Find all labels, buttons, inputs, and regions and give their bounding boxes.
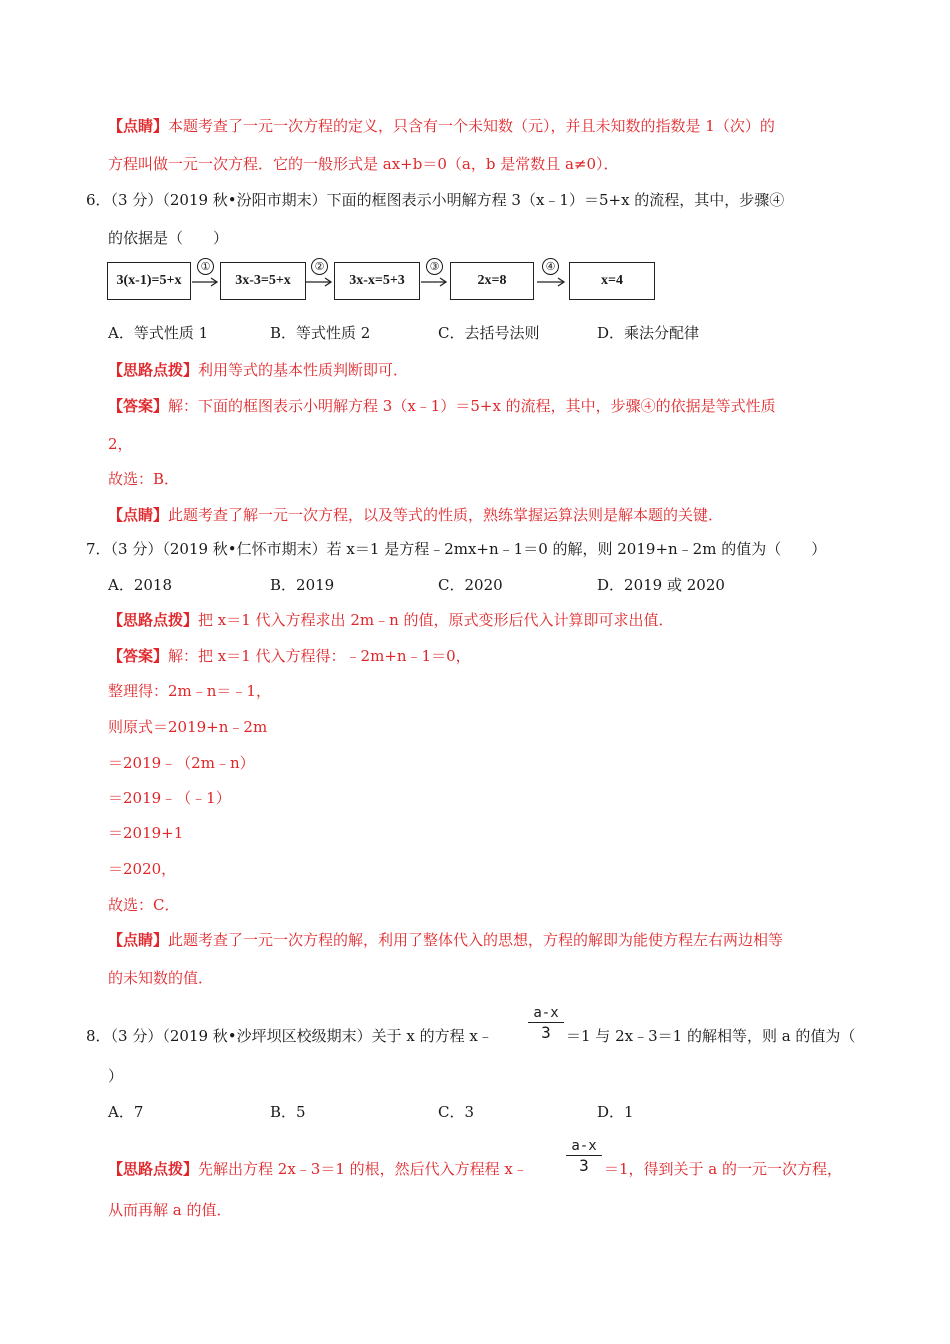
q7-option-b: B．2019: [270, 576, 335, 594]
q6-note: 【点睛】此题考查了解一元一次方程，以及等式的性质，熟练掌握运算法则是解本题的关键．: [108, 506, 724, 524]
q6-answer-line1: 【答案】解：下面的框图表示小明解方程 3（x﹣1）＝5+x 的流程，其中，步骤④的依据是等式性质: [108, 397, 776, 415]
q7-step-6: ＝2020，: [108, 860, 177, 878]
q5-note-line1: 【点睛】本题考查了一元一次方程的定义，只含有一个未知数（元），并且未知数的指数是 1（次）的: [108, 117, 775, 135]
q6-choice: 故选：B．: [108, 470, 180, 488]
q7-note-line1: 【点睛】此题考查了一元一次方程的解，利用了整体代入的思想，方程的解即为能使方程左右两边相等: [108, 931, 784, 949]
q7-step-4: ＝2019﹣（﹣1）: [108, 789, 231, 807]
q8-option-c: C．3: [438, 1103, 475, 1121]
q6-option-a: A．等式性质 1: [108, 324, 209, 342]
fraction-denominator: 3: [541, 1023, 551, 1042]
q7-stem: 7．（3 分）（2019 秋•仁怀市期末）若 x＝1 是方程﹣2mx+n﹣1＝0 的解，则 2019+n﹣2m 的值为（ ）: [86, 540, 827, 558]
fraction-numerator: a-x: [528, 1004, 564, 1023]
q8-stem-part1: 8．（3 分）（2019 秋•沙坪坝区校级期末）关于 x 的方程 x﹣: [86, 1027, 493, 1045]
q7-note-line2: 的未知数的值．: [108, 969, 214, 987]
step-number-3: ③: [426, 258, 443, 275]
q6-option-b: B．等式性质 2: [270, 324, 371, 342]
q6-stem-line1: 6．（3 分）（2019 秋•汾阳市期末）下面的框图表示小明解方程 3（x﹣1）＝5+x 的流程，其中，步骤④: [86, 191, 785, 209]
q8-option-b: B．5: [270, 1103, 306, 1121]
q6-option-c: C．去括号法则: [438, 324, 540, 342]
q7-step-3: ＝2019﹣（2m﹣n）: [108, 754, 255, 772]
q6-stem-line2: 的依据是（ ）: [108, 229, 229, 247]
q6-option-d: D．乘法分配律: [597, 324, 700, 342]
q8-stem-line2: ）: [108, 1067, 124, 1085]
q6-answer-line2: 2，: [108, 435, 133, 453]
flow-arrow-1: [191, 258, 219, 288]
flow-arrow-2: [305, 258, 333, 288]
q6-hint: 【思路点拨】利用等式的基本性质判断即可．: [108, 361, 409, 379]
q7-step-1: 整理得：2m﹣n＝﹣1，: [108, 682, 271, 700]
q7-choice: 故选：C．: [108, 896, 180, 914]
q7-option-a: A．2018: [108, 576, 173, 594]
q7-option-c: C．2020: [438, 576, 503, 594]
q7-step-2: 则原式＝2019+n﹣2m: [108, 718, 268, 736]
step-number-2: ②: [311, 258, 328, 275]
step-number-4: ④: [542, 258, 559, 275]
flow-arrow-4: [536, 258, 566, 288]
q8-fraction: [528, 1004, 564, 1043]
note-tag: 【点睛】: [108, 117, 169, 135]
flow-box-1: 3(x-1)=5+x: [107, 262, 191, 300]
step-number-1: ①: [197, 258, 214, 275]
q7-hint: 【思路点拨】把 x＝1 代入方程求出 2m﹣n 的值，原式变形后代入计算即可求出值．: [108, 611, 674, 629]
q8-hint-part2: ＝1，得到关于 a 的一元一次方程，: [604, 1160, 843, 1178]
q7-option-d: D．2019 或 2020: [597, 576, 725, 594]
q8-stem-part2: ＝1 与 2x﹣3＝1 的解相等，则 a 的值为（: [566, 1027, 856, 1045]
flow-box-4: 2x=8: [450, 262, 534, 300]
fraction-numerator: a-x: [566, 1137, 602, 1156]
q7-answer: 【答案】解：把 x＝1 代入方程得：﹣2m+n﹣1＝0，: [108, 647, 471, 665]
q8-hint-line2: 从而再解 a 的值．: [108, 1201, 232, 1219]
q8-hint-fraction: [566, 1137, 602, 1176]
q5-note-line2: 方程叫做一元一次方程．它的一般形式是 ax+b＝0（a，b 是常数且 a≠0）．: [108, 155, 619, 173]
q8-option-d: D．1: [597, 1103, 634, 1121]
q7-step-5: ＝2019+1: [108, 824, 184, 842]
q8-option-a: A．7: [108, 1103, 144, 1121]
flow-box-3: 3x-x=5+3: [334, 262, 420, 300]
flow-arrow-3: [420, 258, 448, 288]
q8-hint-part1: 【思路点拨】先解出方程 2x﹣3＝1 的根，然后代入方程程 x﹣: [108, 1160, 528, 1178]
flow-box-2: 3x-3=5+x: [220, 262, 306, 300]
flow-box-5: x=4: [569, 262, 655, 300]
fraction-denominator: 3: [579, 1156, 589, 1175]
